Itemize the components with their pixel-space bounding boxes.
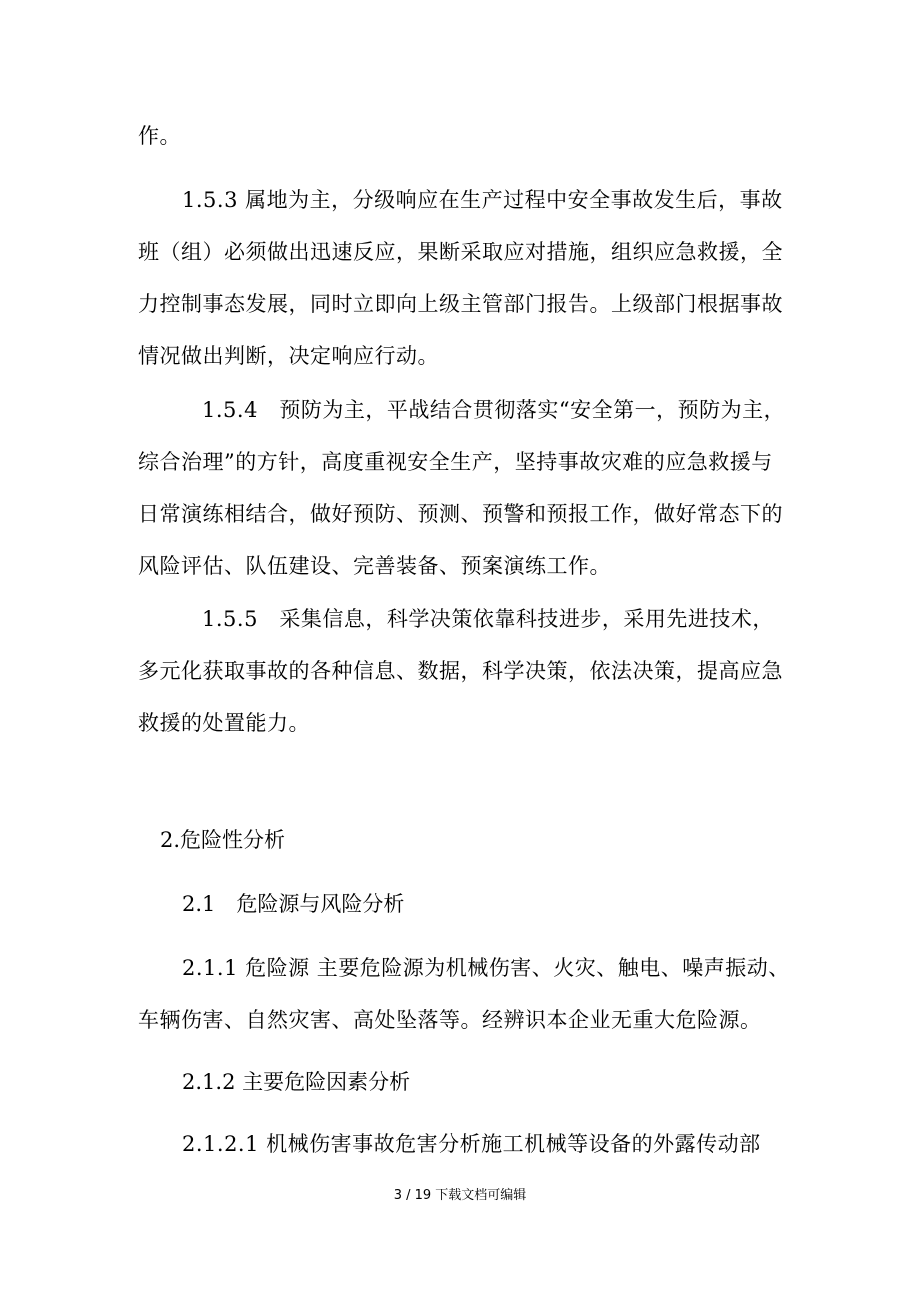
paragraph-1-5-4 <box>138 384 788 592</box>
text-line: 日常演练相结合，做好预防、预测、预警和预报工作，做好常态下的 <box>138 502 783 526</box>
text-line: 2.1.1 危险源 主要危险源为机械伤害、火灾、触电、噪声振动、 <box>182 956 790 980</box>
text-line: 多元化获取事故的各种信息、数据，科学决策，依法决策，提高应急 <box>138 659 783 683</box>
text-line: 1.5.3 属地为主，分级响应在生产过程中安全事故发生后，事故 <box>182 188 783 212</box>
paragraph-1-5-5 <box>138 593 788 749</box>
page-footer: 3 / 19 下载文档可编辑 <box>393 1188 527 1203</box>
text-line: 综合治理”的方针，高度重视安全生产，坚持事故灾难的应急救援与 <box>138 450 773 474</box>
text-line: 风险评估、队伍建设、完善装备、预案演练工作。 <box>138 554 611 578</box>
subsection-heading: 2.1 危险源与风险分析 <box>182 892 405 916</box>
text-line: 情况做出判断，决定响应行动。 <box>138 344 439 368</box>
paragraph-continuation <box>138 110 788 162</box>
paragraph-2-1-2-1 <box>138 1118 788 1170</box>
text-line: 救援的处置能力。 <box>138 711 310 735</box>
paragraph-2-1-1 <box>138 942 788 1046</box>
paragraph-1-5-3 <box>138 174 788 382</box>
text-line: 力控制事态发展，同时立即向上级主管部门报告。上级部门根据事故 <box>138 292 783 316</box>
subsubsection-heading: 2.1.2 主要危险因素分析 <box>182 1070 411 1094</box>
text-line: 车辆伤害、自然灾害、高处坠落等。经辨识本企业无重大危险源。 <box>138 1008 762 1032</box>
text-line: 2.1.2.1 机械伤害事故危害分析施工机械等设备的外露传动部 <box>182 1132 761 1156</box>
section-heading: 2.危险性分析 <box>160 828 286 852</box>
text-line: 班（组）必须做出迅速反应，果断采取应对措施，组织应急救援，全 <box>138 240 783 264</box>
text-line: 1.5.5 采集信息，科学决策依靠科技进步，采用先进技术， <box>202 607 774 631</box>
text-line: 作。 <box>138 124 181 148</box>
text-line: 1.5.4 预防为主，平战结合贯彻落实“安全第一，预防为主， <box>202 398 786 422</box>
